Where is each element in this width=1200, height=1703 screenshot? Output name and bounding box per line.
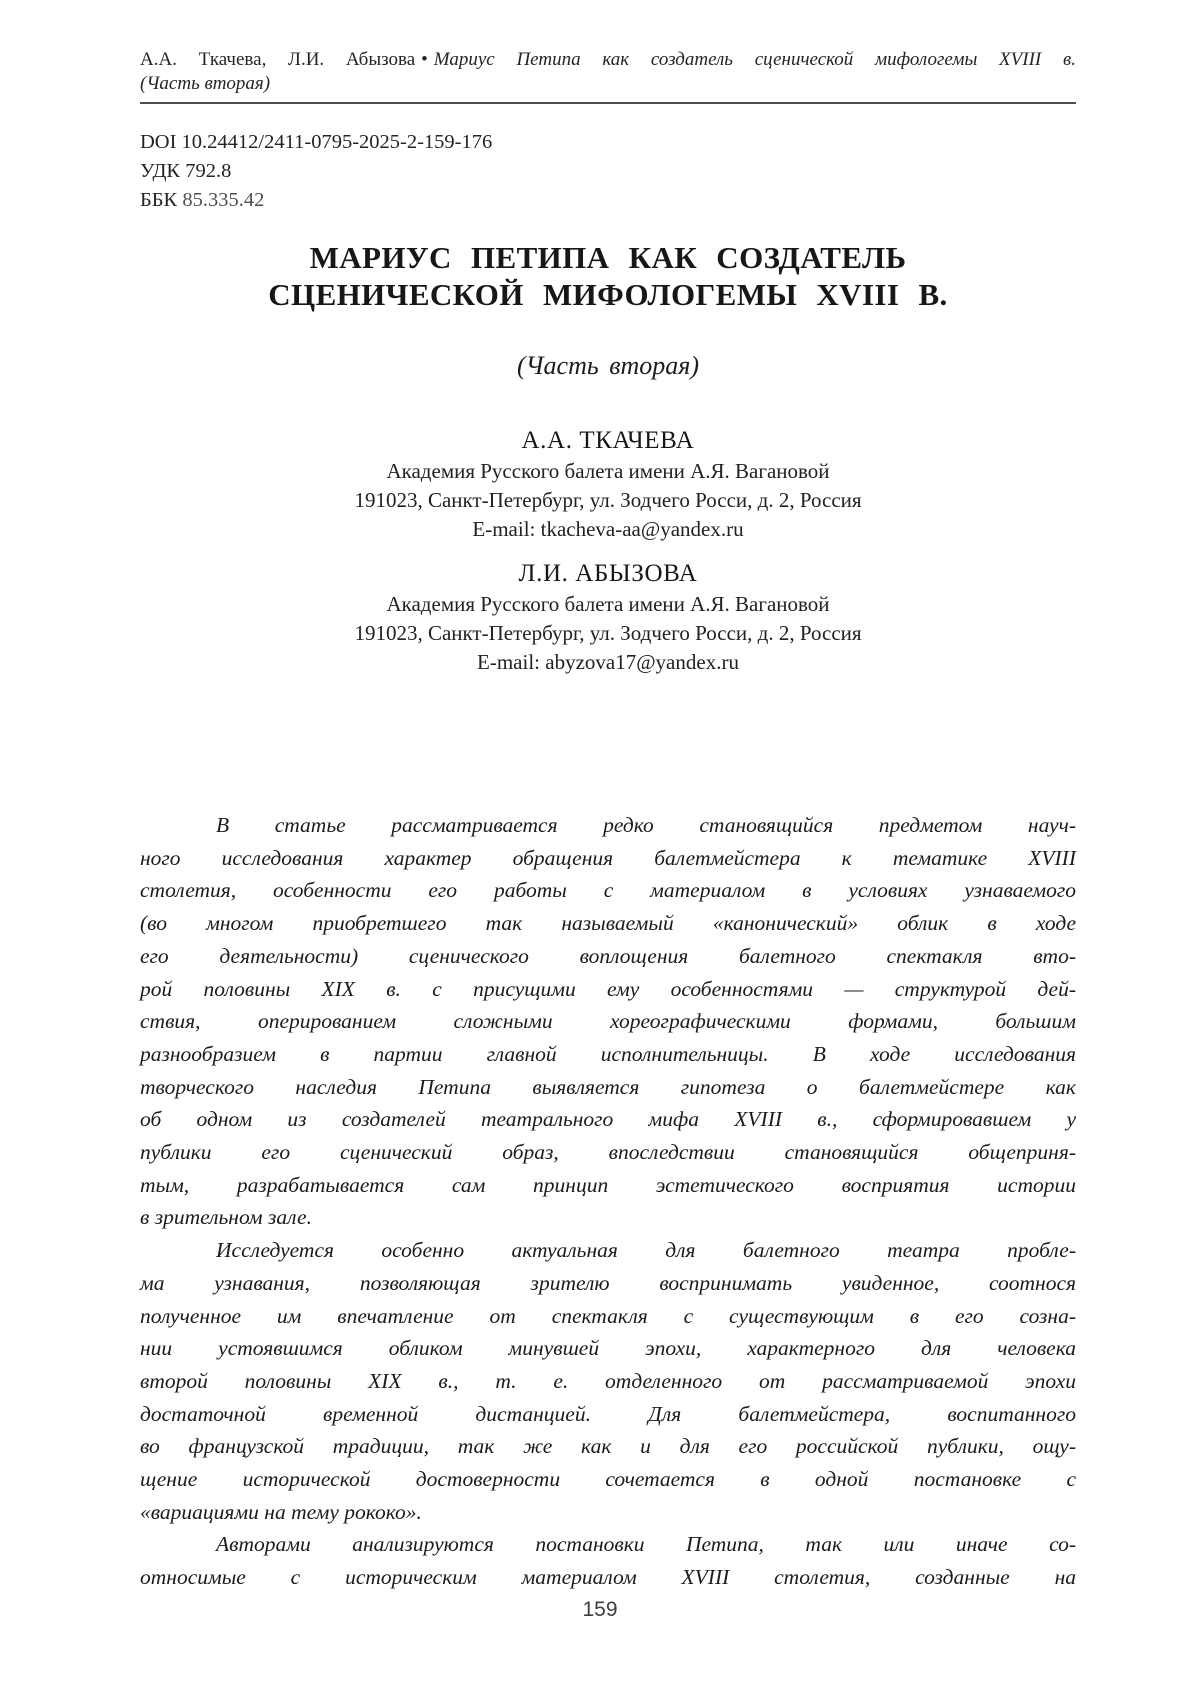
running-head — [140, 48, 1076, 96]
author-affiliation: Академия Русского балета имени А.Я. Вагановой — [386, 459, 830, 483]
abstract-line: рой половины XIX в. с присущими ему особенностями — структурой дей- — [140, 976, 1076, 1001]
article-title-line1: МАРИУС ПЕТИПА КАК СОЗДАТЕЛЬ — [309, 240, 907, 275]
abstract-line: щение исторической достоверности сочетается в одной постановке с — [140, 1467, 1076, 1492]
page-number: 159 — [582, 1598, 618, 1621]
abstract-paragraph — [140, 1528, 1076, 1593]
bbk — [140, 186, 1076, 215]
abstract-line: нии устоявшимся обликом минувшей эпохи, характерного для человека — [140, 1336, 1076, 1361]
abstract-line: публики его сценический образ, впоследствии становящийся общеприня- — [140, 1140, 1076, 1165]
article-title — [140, 239, 1076, 313]
authors-section — [140, 425, 1076, 677]
abstract-line: его деятельности) сценического воплощения балетного спектакля вто- — [140, 943, 1076, 968]
bbk-value: 85.335.42 — [182, 189, 265, 211]
abstract-line: столетия, особенности его работы с материалом в условиях узнаваемого — [140, 878, 1076, 903]
abstract-line: во французской традиции, так же как и для его российской публики, ощу- — [140, 1434, 1076, 1459]
article-meta — [140, 128, 1076, 215]
abstract-line: Авторами анализируются постановки Петипа, так или иначе со- — [216, 1532, 1076, 1557]
author-block — [140, 425, 1076, 544]
abstract-line: Исследуется особенно актуальная для балетного театра пробле- — [216, 1238, 1076, 1263]
article-subtitle: (Часть вторая) — [516, 351, 700, 380]
header-rule — [140, 102, 1076, 104]
author-affiliation: Академия Русского балета имени А.Я. Вагановой — [386, 592, 830, 616]
author-name: А.А. ТКАЧЕВА — [521, 427, 695, 454]
udk: УДК 792.8 — [140, 160, 232, 182]
author-email: E-mail: abyzova17@yandex.ru — [477, 650, 739, 674]
doi: DOI 10.24412/2411-0795-2025-2-159-176 — [140, 131, 493, 153]
author-block — [140, 558, 1076, 677]
abstract-line: об одном из создателей театрального мифа XVIII в., сформировавшем у — [140, 1107, 1076, 1132]
author-name: Л.И. АБЫЗОВА — [518, 560, 698, 587]
abstract-line: тым, разрабатывается сам принцип эстетического восприятия истории — [140, 1172, 1076, 1197]
running-head-separator: • — [421, 49, 428, 70]
abstract-line: относимые с историческим материалом XVIII столетия, созданные на — [140, 1565, 1076, 1590]
abstract-line: второй половины XIX в., т. е. отделенного от рассматриваемой эпохи — [140, 1368, 1076, 1393]
author-address: 191023, Санкт-Петербург, ул. Зодчего Росси, д. 2, Россия — [354, 621, 862, 645]
abstract-line: ствия, оперированием сложными хореографическими формами, большим — [140, 1009, 1076, 1034]
abstract-line: полученное им впечатление от спектакля с существующим в его созна- — [140, 1303, 1076, 1328]
abstract-paragraph — [140, 1234, 1076, 1528]
abstract-line: ма узнавания, позволяющая зрителю воспринимать увиденное, соотнося — [140, 1270, 1076, 1295]
abstract — [140, 809, 1076, 1594]
running-head-line2: (Часть вторая) — [140, 73, 271, 94]
abstract-line: (во многом приобретшего так называемый «канонический» облик в ходе — [140, 911, 1076, 936]
abstract-line: в зрительном зале. — [140, 1205, 312, 1230]
abstract-line: ного исследования характер обращения балетмейстера к тематике XVIII — [140, 845, 1076, 870]
bbk-label: ББК — [140, 189, 178, 211]
author-email: E-mail: tkacheva-aa@yandex.ru — [472, 517, 744, 541]
abstract-line: «вариациями на тему рококо». — [140, 1499, 422, 1524]
author-address: 191023, Санкт-Петербург, ул. Зодчего Росси, д. 2, Россия — [354, 488, 862, 512]
abstract-line: В статье рассматривается редко становящийся предметом науч- — [216, 813, 1076, 837]
running-head-title: Мариус Петипа как создатель сценической мифологемы XVIII в. — [433, 49, 1076, 70]
running-head-authors: А.А. Ткачева, Л.И. Абызова — [140, 49, 416, 70]
article-title-line2: СЦЕНИЧЕСКОЙ МИФОЛОГЕМЫ XVIII В. — [268, 277, 948, 312]
abstract-line: достаточной временной дистанцией. Для балетмейстера, воспитанного — [140, 1401, 1076, 1426]
abstract-paragraph — [140, 809, 1076, 1234]
abstract-line: разнообразием в партии главной исполнительницы. В ходе исследования — [140, 1041, 1076, 1066]
abstract-line: творческого наследия Петипа выявляется гипотеза о балетмейстере как — [140, 1074, 1076, 1099]
running-head-line1 — [140, 48, 1076, 72]
